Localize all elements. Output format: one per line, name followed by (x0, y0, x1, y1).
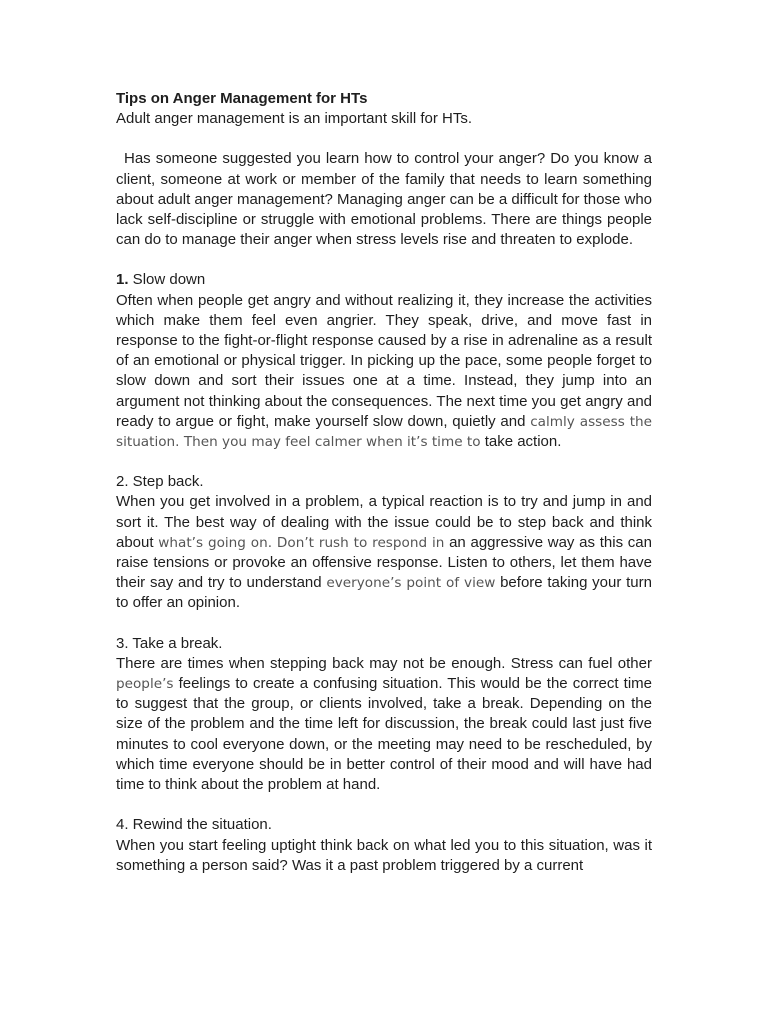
document-page (116, 89, 652, 896)
section-body-text: an aggressive way as this can raise tensions or provoke an offensive response. Listen to others, let them have their say and try to understand (116, 533, 652, 592)
section-body-text: Often when people get angry and without realizing it, they increase the activities which make them feel even angrier. They speak, drive, and move fast in response to the fight-or-flight response caused by a rise in adrenaline as a result of an emotional or physical trigger. In picking up the pace, some people forget to slow down and sort their issues one at a time. Instead, they jump into an argument not thinking about the consequences. The next time you get angry and ready to argue or fight, make yourself slow down, quietly and (116, 291, 652, 430)
section-body (116, 492, 652, 613)
section-heading (116, 270, 652, 290)
section-body-text: everyone’s point of view (326, 575, 496, 592)
section-body (116, 291, 652, 453)
lead-paragraph: Has someone suggested you learn how to control your anger? Do you know a client, someone at work or member of the family that needs to learn something about adult anger management? Managing anger can be a difficult for those who lack self-discipline or struggle with emotional problems. There are things people can do to manage their anger when stress levels rise and threaten to explode. (116, 150, 652, 249)
section-body-text: feelings to create a confusing situation. This would be the correct time to suggest that the group, or clients involved, take a break. Depending on the size of the problem and the time left for discussion, the break could last just five minutes to cool everyone down, or the meeting may need to be rescheduled, by which time everyone should be in better control of their mood and will have had time to think about the problem at hand. (116, 675, 652, 794)
section-body-text: before taking your turn to offer an opinion. (116, 574, 652, 612)
section-body-text: people’s (116, 676, 174, 693)
section-slow-down (116, 270, 652, 452)
section-heading-text: Slow down (128, 271, 206, 289)
section-body-text: take action. (480, 433, 562, 451)
section-take-a-break (116, 634, 652, 796)
section-body-text: what’s going on. Don’t rush to respond in (158, 534, 445, 551)
section-step-back (116, 472, 652, 613)
section-body-text: When you get involved in a problem, a typical reaction is to try and jump in and sort it. The best way of dealing with the issue could be to step back and think about (116, 493, 652, 551)
section-heading: 3. Take a break. (116, 634, 223, 652)
section-body (116, 654, 652, 795)
intro-paragraph: Adult anger management is an important skill for HTs. (116, 110, 472, 128)
section-body-text: There are times when stepping back may not be enough. Stress can fuel other (116, 654, 652, 672)
section-heading: 2. Step back. (116, 473, 204, 491)
section-heading: 4. Rewind the situation. (116, 816, 272, 834)
section-body-text: calmly assess the situation. Then you may feel calmer when it’s time to (116, 413, 652, 451)
section-rewind-the-situation (116, 815, 652, 876)
document-title: Tips on Anger Management for HTs (116, 90, 368, 107)
section-number: 1. (116, 271, 129, 289)
section-body-text: When you start feeling uptight think back on what led you to this situation, was it something a person said? Was it a past problem triggered by a current (116, 836, 652, 874)
section-body (116, 836, 652, 876)
